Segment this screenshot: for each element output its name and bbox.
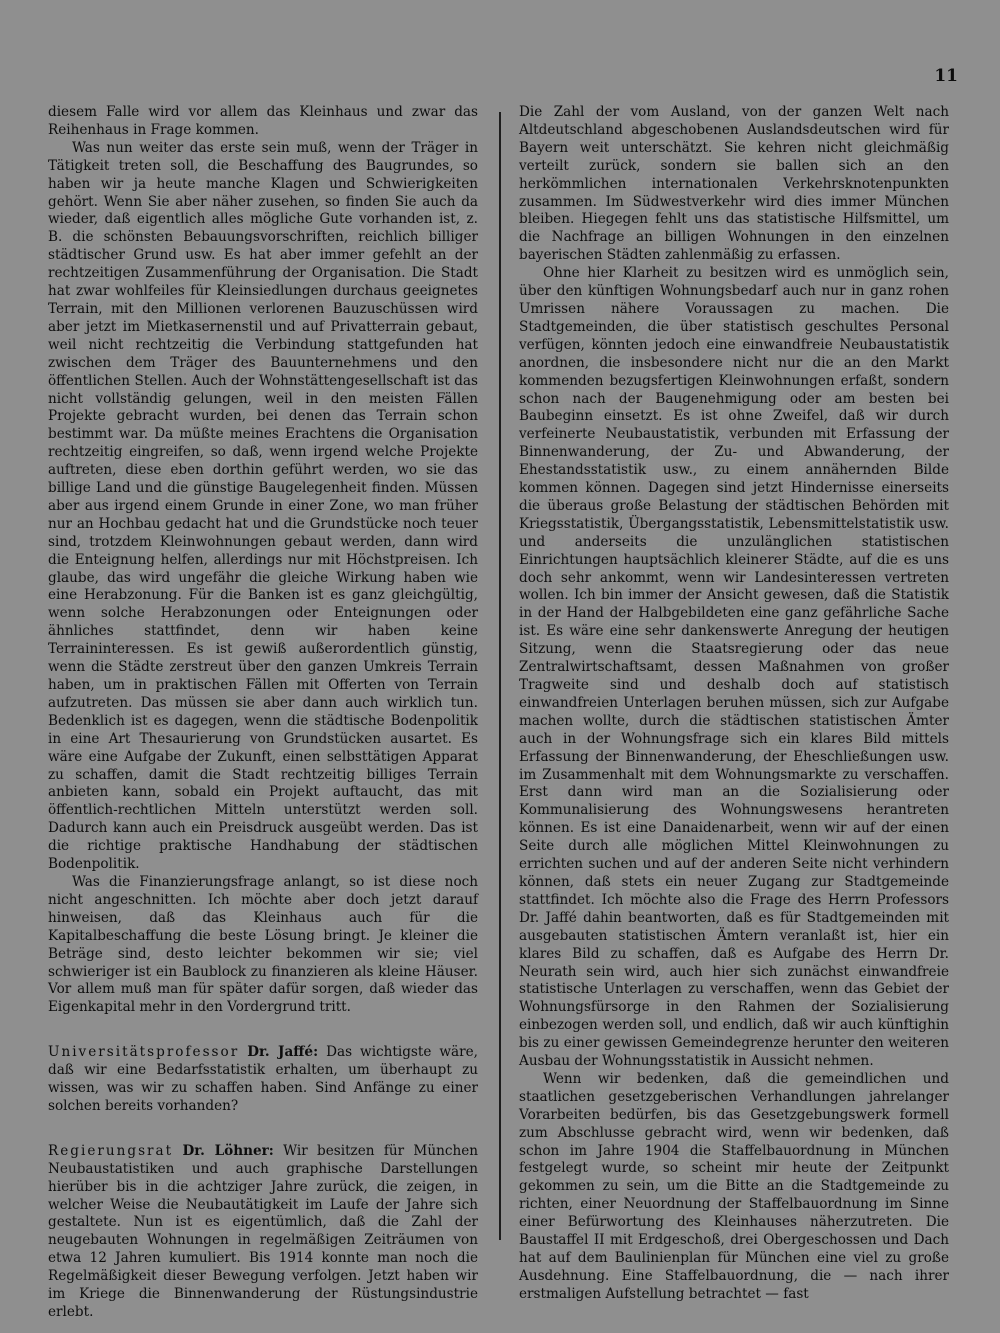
speaker-name-loehner: Dr. Löhner: (182, 1142, 274, 1159)
right-paragraph-3: Wenn wir bedenken, daß die gemeindlichen und staatlichen gesetzgeberischen Verhandlungen jahrelanger Vorarbeiten bedürfen, bis das Gesetzgebungswerk formell zum Abschlusse gebracht wird, wenn wir bedenken, daß schon im Jahre 1904 die Staffelbauordnung in München festgelegt wurde, so scheint mir heute der Zeitpunkt gekommen zu sein, um die Bitte an die Stadtgemeinde zu richten, einer Neuordnung der Staffelbauordnung im Sinne einer Befürwortung des Kleinhauses näherzutreten. Die Baustaffel II mit Erdgeschoß, drei Obergeschossen und Dach hat auf dem Baulinienplan für München eine viel zu große Ausdehnung. Eine Staffelbauordnung, die — nach ihrer erstmaligen Aufstellung betrachtet — fast (519, 1070, 949, 1302)
left-paragraph-1: diesem Falle wird vor allem das Kleinhaus und zwar das Reihenhaus in Frage kommen. (48, 104, 478, 138)
speaker-title-jaffe: Universitätsprofessor (48, 1044, 240, 1061)
speaker-title-loehner: Regierungsrat (48, 1142, 174, 1159)
right-paragraph-2: Ohne hier Klarheit zu besitzen wird es unmöglich sein, über den künftigen Wohnungsbedarf auch nur in ganz rohen Umrissen nähere Voraussagen zu machen. Die Stadtgemeinden, die über statistisch geschultes Personal verfügen, könnten jedoch eine einwandfreie Neubaustatistik anordnen, die insbesondere nicht nur die an den Markt kommenden bezugsfertigen Kleinwohnungen erfaßt, sondern schon nach der Baugenehmigung oder am besten bei Baubeginn einsetzt. Es ist ohne Zweifel, daß wir durch verfeinerte Neubaustatistik, verbunden mit Erfassung der Binnenwanderung, der Zu- und Abwanderung, der Ehestandsstatistik usw., zu einem annähernden Bilde kommen können. Dagegen sind jetzt Hindernisse einerseits die überaus große Belastung der städtischen Behörden mit Kriegsstatistik, Übergangsstatistik, Lebensmittelstatistik usw. und anderseits die unzulänglichen statistischen Einrichtungen hauptsächlich kleinerer Städte, auf die es uns doch sehr ankommt, wenn wir Landesinteressen vertreten wollen. Ich bin immer der Ansicht gewesen, daß die Statistik in der Hand der Halbgebildeten eine ganz gefährliche Sache ist. Es wäre eine sehr dankenswerte Anregung der heutigen Sitzung, wenn die Staatsregierung oder das neue Zentralwirtschaftsamt, dessen Maßnahmen von großer Tragweite sind und deshalb doch auf statistisch einwandfreien Unterlagen beruhen müssen, sich zur Aufgabe machen wollte, durch die städtischen statistischen Ämter auch in der Wohnungsfrage sich ein klares Bild mittels Erfassung der Binnenwanderung, der Eheschließungen usw. im Zusammenhalt mit dem Wohnungsmarkte zu verschaffen. Erst dann wird man an die Sozialisierung oder Kommunalisierung des Wohnungswesens herantreten können. Es ist eine Danaidenarbeit, wenn wir auf der einen Seite durch alle möglichen Mittel Kleinwohnungen zu errichten suchen und auf der anderen Seite nicht verhindern können, daß stets ein neuer Zugang zur Stadtgemeinde stattfindet. Ich möchte also die Frage des Herrn Professors Dr. Jaffé dahin beantworten, daß es für Stadtgemeinden mit ausgebauten statistischen Ämtern veranlaßt ist, hier ein klares Bild zu schaffen, daß es Aufgabe des Herrn Dr. Neurath sein wird, auch hier sich zunächst einwandfreie statistische Unterlagen zu verschaffen, wenn das Gebiet der Wohnungsfürsorge in den Rahmen der Sozialisierung einbezogen werden soll, und endlich, daß wir auch künftighin bis zu einer gewissen Gemeindegrenze herunter den weiteren Ausbau der Wohnungsstatistik in Aussicht nehmen. (519, 265, 949, 1070)
left-column (48, 104, 478, 1322)
left-paragraph-5 (48, 1143, 478, 1322)
left-paragraph-2: Was nun weiter das erste sein muß, wenn der Träger in Tätigkeit treten soll, die Beschaffung des Baugrundes, so haben wir ja heute manche Klagen und Schwierigkeiten gehört. Wenn Sie aber näher zusehen, so finden Sie auch da wieder, daß eigentlich alles mögliche Gute vorhanden ist, z. B. die schönsten Bebauungsvorschriften, reichlich billiger städtischer Grund usw. Es hat aber immer gefehlt an der rechtzeitigen Zusammenführung der Organisation. Die Stadt hat zwar wohlfeiles für Kleinsiedlungen durchaus geeignetes Terrain, mit den Millionen verlorenen Bauzuschüssen wird aber jetzt im Mietkasernenstil und auf Privatterrain gebaut, weil nicht rechtzeitig die Verbindung stattgefunden hat zwischen dem Träger des Bauunternehmens und den öffentlichen Stellen. Auch der Wohnstättengesellschaft ist das nicht vollständig gelungen, weil in den meisten Fällen Projekte gebracht wurden, bei denen das Terrain schon bestimmt war. Da müßte meines Erachtens die Organisation rechtzeitig eingreifen, so daß, wenn irgend welche Projekte auftreten, diese eben dorthin geführt werden, wo sie das billige Land und die günstige Baugelegenheit finden. Müssen aber aus irgend einem Grunde in einer Zone, wo man früher nur an Hochbau gedacht hat und die Grundstücke noch teuer sind, trotzdem Kleinwohnungen gebaut werden, dann wird die Enteignung helfen, allerdings nur mit Höchstpreisen. Ich glaube, das wird ungefähr die gleiche Wirkung haben wie eine Herabzonung. Für die Banken ist es ganz gleichgültig, wenn solche Herabzonungen oder Enteignungen oder ähnliches stattfindet, denn wir haben keine Terraininteressen. Es ist gewiß außerordentlich günstig, wenn die Städte zerstreut über den ganzen Umkreis Terrain haben, um in praktischen Fällen mit Offerten von Terrain aufzutreten. Das müssen sie aber dann auch wirklich tun. Bedenklich ist es dagegen, wenn die städtische Bodenpolitik in eine Art Thesaurierung von Grundstücken ausartet. Es wäre eine Aufgabe der Zukunft, einen selbsttätigen Apparat zu schaffen, damit die Stadt rechtzeitig billiges Terrain anbieten kann, sobald ein Projekt auftaucht, das mit öffentlich-rechtlichen Mitteln unterstützt werden soll. Dadurch kann auch ein Preisdruck ausgeübt werden. Das ist die richtige praktische Handhabung der städtischen Bodenpolitik. (48, 139, 478, 873)
speech-text-loehner: Wir besitzen für München Neubaustatistiken und auch graphische Darstellungen hierüber bis in die achtziger Jahre zurück, die zeigen, in welcher Weise die Neubautätigkeit im Laufe der Jahre sich gestaltete. Nun ist es eigentümlich, daß die Zahl der neugebauten Wohnungen in regelmäßigen Zeiträumen von etwa 12 Jahren kumuliert. Bis 1914 konnte man noch die Regelmäßigkeit dieser Bewegung verfolgen. Jetzt haben wir im Kriege die Binnenwanderung der Rüstungsindustrie erlebt. (48, 1142, 479, 1320)
speaker-name-jaffe: Dr. Jaffé: (247, 1044, 319, 1061)
right-column (519, 104, 949, 1304)
left-paragraph-3: Was die Finanzierungsfrage anlangt, so ist diese noch nicht angeschnitten. Ich möchte aber doch jetzt darauf hinweisen, daß das Kleinhaus auch für die Kapitalbeschaffung die beste Lösung bringt. Je kleiner die Beträge sind, desto leichter bekommen wir sie; viel schwieriger ist ein Baublock zu finanzieren als kleine Häuser. Vor allem muß man für später dafür sorgen, daß wieder das Eigenkapital mehr in den Vordergrund tritt. (48, 873, 478, 1016)
right-paragraph-1: Die Zahl der vom Ausland, von der ganzen Welt nach Altdeutschland abgeschobenen Auslandsdeutschen wird für Bayern weit unterschätzt. Sie kehren nicht gleichmäßig verteilt zurück, sondern sie ballen sich an den herkömmlichen internationalen Verkehrsknotenpunkten zusammen. Im Südwestverkehr wird dies immer München bleiben. Hiegegen fehlt uns das statistische Hilfsmittel, um die Nachfrage an billigen Wohnungen in den einzelnen bayerischen Städten zahlenmäßig zu erfassen. (519, 104, 949, 264)
column-divider (499, 112, 501, 1240)
page-number: 11 (934, 66, 958, 86)
left-paragraph-4 (48, 1044, 478, 1116)
speech-text-jaffe: Das wichtigste wäre, daß wir eine Bedarfsstatistik erhalten, um überhaupt zu wissen, was wir zu schaffen haben. Sind Anfänge zu einer solchen bereits vorhanden? (48, 1044, 478, 1114)
